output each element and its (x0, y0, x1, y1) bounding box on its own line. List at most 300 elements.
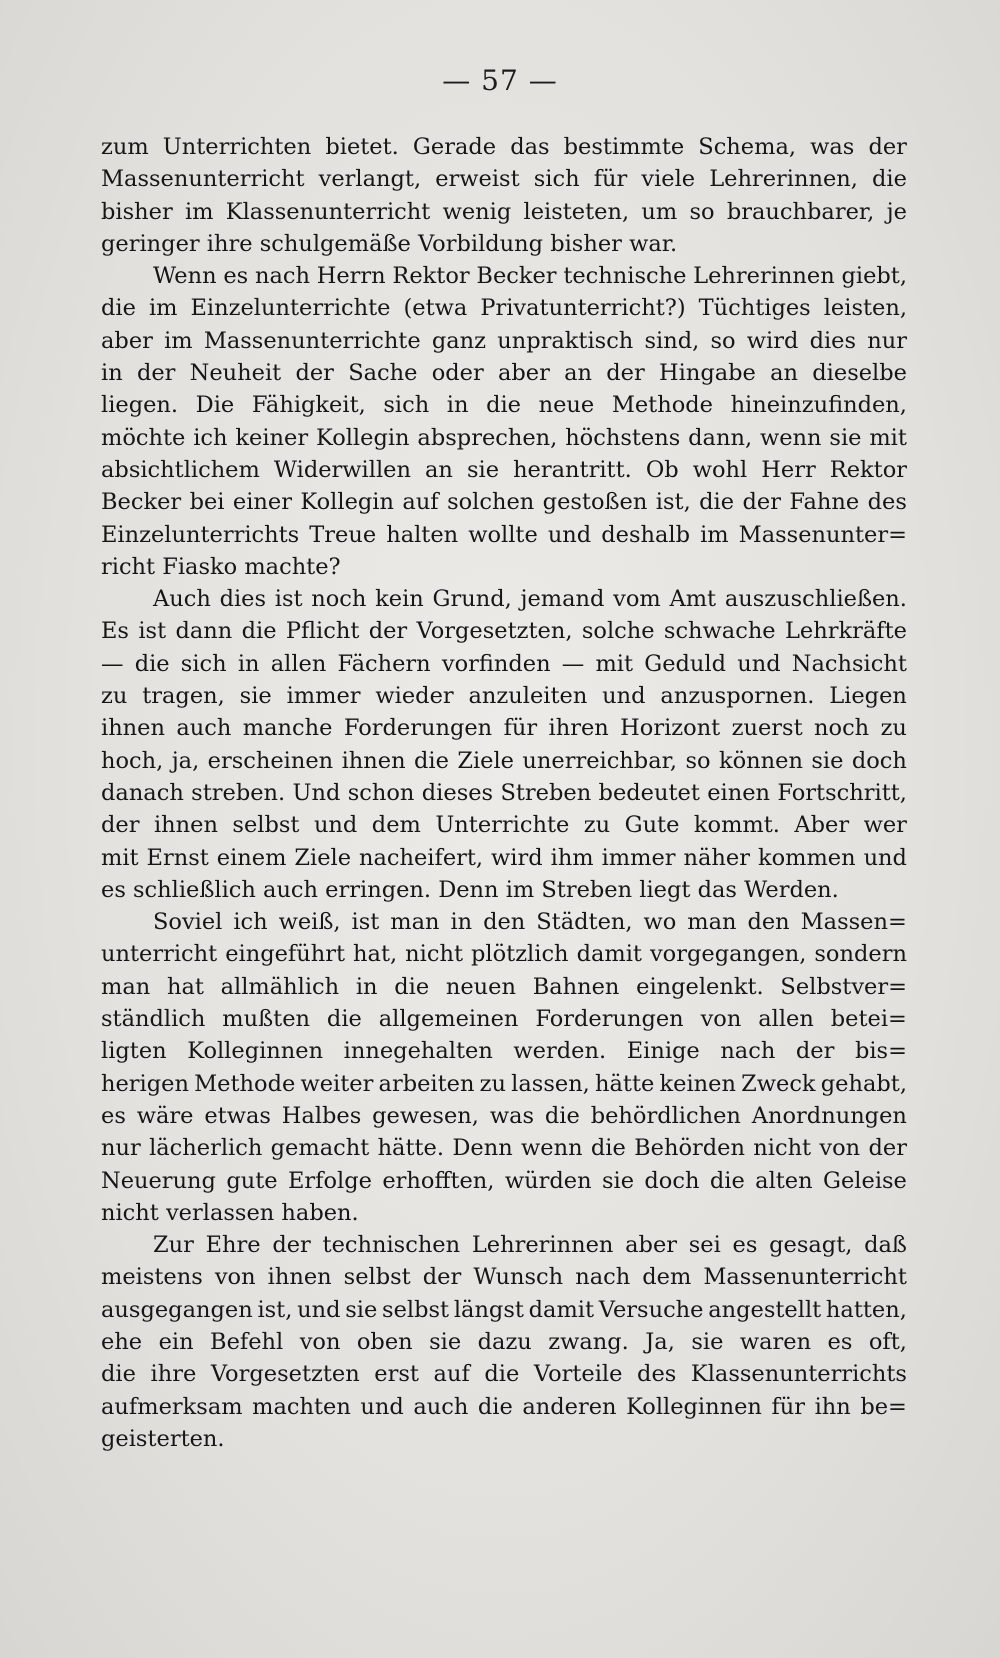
text-line (101, 1068, 907, 1100)
word: ausgegangen (101, 1296, 253, 1323)
word: wer (863, 812, 907, 839)
word: für (771, 1393, 806, 1420)
word: ihnen (267, 1264, 332, 1291)
word: Geduld (644, 650, 727, 677)
word: selbst (232, 812, 300, 839)
word: Fächern (337, 650, 431, 677)
word: von (700, 1006, 742, 1033)
word: Becker (101, 489, 182, 516)
word: schon (347, 779, 415, 806)
text-line (101, 260, 907, 292)
word: von (214, 1264, 256, 1291)
word: Bahnen (532, 973, 620, 1000)
word: halten (386, 521, 459, 548)
word: Kolleginnen (187, 1038, 324, 1065)
word: leisteten, (523, 198, 630, 225)
word: Unterrichte (435, 812, 570, 839)
word: zu (101, 683, 128, 710)
word: in (237, 650, 260, 677)
word: Privatunterricht?) (480, 295, 686, 322)
word: Lehrkräfte (784, 618, 907, 645)
text-line (101, 1358, 907, 1390)
word: streben. (191, 779, 286, 806)
word: einem (216, 844, 287, 871)
word: die (241, 618, 277, 645)
word: den (747, 909, 790, 936)
word: dieses (421, 779, 494, 806)
word: allgemeinen (378, 1006, 519, 1033)
word: bei (189, 489, 225, 516)
word: aufmerksam (101, 1393, 243, 1420)
word: können (718, 747, 803, 774)
text-line (101, 648, 907, 680)
word: werden. (513, 1038, 607, 1065)
paragraph (101, 131, 907, 260)
word: Herrn (316, 263, 386, 290)
word: es (732, 1232, 758, 1259)
word: ihnen (101, 715, 165, 742)
word: man (687, 909, 737, 936)
word: Denn (452, 1135, 513, 1162)
word: im (164, 327, 193, 354)
word: Lehrerinnen (693, 263, 835, 290)
word: ihn (814, 1393, 851, 1420)
word: Massenunter= (738, 521, 907, 548)
word: immer (286, 683, 361, 710)
word: gewesen, (372, 1102, 479, 1129)
word: die (101, 295, 136, 322)
word: anzuspornen. (660, 683, 815, 710)
word: hätte. (377, 1135, 445, 1162)
word: bedeutet (598, 779, 700, 806)
word: mit (101, 844, 139, 871)
word: Schema, (698, 134, 797, 160)
word: solche (581, 618, 655, 645)
word: ich (193, 424, 228, 451)
text-line (101, 971, 907, 1003)
word: auf (402, 489, 439, 516)
word: ihren (548, 715, 609, 742)
text-line (101, 1261, 907, 1293)
word: Rektor (829, 456, 907, 483)
word: sie (811, 747, 844, 774)
word: wäre (136, 1102, 194, 1129)
word: auch (176, 715, 232, 742)
word: anzuleiten (468, 683, 588, 710)
word: und (360, 1393, 404, 1420)
word: der (868, 134, 907, 160)
word: um (641, 198, 678, 225)
word: in (355, 973, 378, 1000)
word: deshalb (601, 521, 691, 548)
word: im (184, 198, 214, 225)
word: plötzlich (471, 941, 569, 968)
word: ligten (101, 1038, 167, 1065)
word: hat, (353, 941, 398, 968)
word: und (863, 844, 907, 871)
text-line (101, 357, 907, 389)
word: Geleise (823, 1167, 907, 1194)
word: Treue (309, 521, 377, 548)
text-line: es schließlich auch erringen. Denn im Streben liegt das Werden. (101, 876, 839, 903)
text-line (101, 1229, 907, 1261)
word: herantritt. (513, 456, 632, 483)
word: im (700, 521, 729, 548)
word: ist (138, 618, 167, 645)
word: mit (869, 424, 907, 451)
word: machten (252, 1393, 351, 1420)
word: an (770, 360, 799, 387)
word: Wenn (153, 263, 217, 290)
word: ständlich (101, 1006, 206, 1033)
word: Wunsch (473, 1264, 564, 1291)
word: bisher (101, 198, 173, 225)
word: oben (356, 1328, 413, 1355)
word: — (561, 650, 585, 677)
word: die (134, 650, 170, 677)
word: Vorgesetzten (210, 1361, 360, 1388)
text-line: geisterten. (101, 1425, 225, 1452)
text-line (101, 1294, 907, 1326)
text-line (101, 486, 907, 518)
text-line (101, 809, 907, 841)
word: anderen (522, 1393, 617, 1420)
word: Rektor (392, 263, 470, 290)
word: dies (219, 586, 267, 613)
word: man (390, 909, 440, 936)
word: ihm (550, 844, 594, 871)
word: Liegen (829, 683, 907, 710)
word: dazu (477, 1328, 532, 1355)
word: unterricht (101, 941, 218, 968)
word: selbst (343, 1264, 411, 1291)
word: jemand (520, 586, 605, 613)
word: zu (880, 715, 907, 742)
word: behördlichen (590, 1102, 741, 1129)
text-line: richt Fiasko machte? (101, 553, 341, 580)
text-line (101, 422, 907, 454)
word: arbeiten (378, 1070, 475, 1097)
text-line (101, 777, 907, 809)
word: sondern (814, 941, 907, 968)
word: alten (755, 1167, 813, 1194)
word: eingelenkt. (636, 973, 764, 1000)
word: erst (374, 1361, 419, 1388)
word: absichtlichem (101, 456, 260, 483)
word: hatten, (825, 1296, 907, 1323)
word: und (313, 812, 358, 839)
word: Lehrerinnen (471, 1232, 614, 1259)
word: keiner (235, 424, 309, 451)
word: zu (583, 812, 611, 839)
word: Neuheit (189, 360, 282, 387)
word: ist, (655, 489, 691, 516)
word: wollte (468, 521, 538, 548)
word: an (564, 360, 593, 387)
word: Pflicht (285, 618, 360, 645)
word: für (503, 715, 538, 742)
word: lächerlich (149, 1135, 263, 1162)
word: vorgegangen, (649, 941, 807, 968)
word: für (593, 166, 628, 193)
word: möchte (101, 424, 186, 451)
word: sie (466, 456, 500, 483)
word: und (602, 683, 646, 710)
word: die (590, 1135, 626, 1162)
word: höchstens (565, 424, 681, 451)
word: nicht (405, 941, 463, 968)
word: allen (758, 1006, 814, 1033)
word: würden (504, 1167, 592, 1194)
word: ist (351, 909, 380, 936)
word: eingeführt (225, 941, 346, 968)
word: es (223, 263, 249, 290)
word: des (637, 1361, 677, 1388)
word: die (477, 1393, 513, 1420)
word: bis= (854, 1038, 907, 1065)
word: der (272, 1232, 311, 1259)
word: Behörden (634, 1135, 745, 1162)
word: der (742, 489, 781, 516)
word: erweist (435, 166, 520, 193)
paragraph (101, 260, 907, 583)
word: sie (239, 683, 272, 710)
word: ich (233, 909, 268, 936)
text-line (101, 938, 907, 970)
word: den (483, 909, 526, 936)
word: Methode (611, 392, 713, 419)
word: keinen (659, 1070, 736, 1097)
text-line (101, 292, 907, 324)
word: Vorteile (533, 1361, 623, 1388)
word: dann (175, 618, 233, 645)
word: Kollegin (300, 489, 394, 516)
word: vorfinden (441, 650, 551, 677)
word: solchen (447, 489, 535, 516)
word: kommen (757, 844, 856, 871)
text-line (101, 1391, 907, 1423)
word: Städten, (536, 909, 633, 936)
word: ein (158, 1328, 194, 1355)
word: die (394, 973, 430, 1000)
word: waren (739, 1328, 812, 1355)
word: gemacht (270, 1135, 370, 1162)
word: Klassenunterrichts (690, 1361, 907, 1388)
word: meistens (101, 1264, 203, 1291)
text-line (101, 1035, 907, 1067)
word: sie (829, 424, 862, 451)
word: dann, (688, 424, 753, 451)
word: die (484, 1361, 520, 1388)
word: brauchbarer, (726, 198, 875, 225)
word: das (510, 134, 550, 160)
word: ist (274, 586, 303, 613)
word: Widerwillen (273, 456, 411, 483)
word: auf (433, 1361, 470, 1388)
word: in (450, 909, 473, 936)
word: unerreichbar, (522, 747, 678, 774)
word: ihre (150, 1361, 197, 1388)
text-line (101, 1003, 907, 1035)
page-number: — 57 — (442, 64, 558, 97)
word: ganz (431, 327, 487, 354)
word: kommt. (693, 812, 780, 839)
word: gesagt, (769, 1232, 853, 1259)
word: neuen (445, 973, 516, 1000)
word: die (544, 1102, 580, 1129)
word: einer (232, 489, 292, 516)
word: Hingabe (659, 360, 756, 387)
word: nicht (753, 1135, 812, 1162)
word: auszuschließen. (724, 586, 907, 613)
word: des (867, 489, 907, 516)
word: sich (533, 166, 580, 193)
paragraph (101, 906, 907, 1229)
word: vom (613, 586, 661, 613)
word: zu (479, 1070, 506, 1097)
word: wenn (759, 424, 822, 451)
text-line (101, 583, 907, 615)
word: Erfolge (288, 1167, 372, 1194)
word: Forderungen (343, 715, 493, 742)
word: sich (383, 392, 430, 419)
word: doch (644, 1167, 700, 1194)
word: Forderungen (535, 1006, 684, 1033)
word: es (827, 1328, 853, 1355)
word: Zur (153, 1232, 194, 1259)
word: so (710, 327, 736, 354)
word: nach (254, 263, 310, 290)
word: Nachsicht (791, 650, 907, 677)
word: Amt (669, 586, 717, 613)
text-line (101, 1165, 907, 1197)
word: und (547, 521, 592, 548)
word: die (872, 166, 907, 193)
word: selbst (382, 1296, 450, 1323)
word: noch (311, 586, 367, 613)
word: der (795, 1038, 835, 1065)
text-line (101, 196, 907, 228)
body-text (101, 131, 907, 1455)
word: Massenunterrichte (203, 327, 421, 354)
word: Gerade (412, 134, 497, 160)
word: wenig (442, 198, 512, 225)
word: damit (528, 1296, 595, 1323)
word: nacheifert, (358, 844, 484, 871)
word: bestimmte (563, 134, 685, 160)
word: Ziele (457, 747, 514, 774)
word: Sache (348, 360, 418, 387)
word: Becker (476, 263, 557, 290)
word: hätte (595, 1070, 655, 1097)
word: Selbstver= (780, 973, 907, 1000)
word: die (699, 489, 735, 516)
word: so (685, 747, 711, 774)
text-line: geringer ihre schulgemäße Vorbildung bisher war. (101, 230, 678, 257)
word: noch (814, 715, 870, 742)
word: ehe (101, 1328, 143, 1355)
word: dieselbe (812, 360, 907, 387)
word: kein (375, 586, 424, 613)
word: be= (860, 1393, 907, 1420)
word: Aber (794, 812, 850, 839)
word: erscheinen (207, 747, 334, 774)
word: danach (101, 779, 184, 806)
word: Ehre (205, 1232, 261, 1259)
word: weiter (300, 1070, 374, 1097)
word: an (425, 456, 453, 483)
word: die (326, 1006, 362, 1033)
word: die (413, 747, 449, 774)
word: oder (431, 360, 484, 387)
word: dem (642, 1264, 692, 1291)
word: nur (101, 1135, 141, 1162)
text-line (101, 454, 907, 486)
word: — (101, 650, 124, 677)
word: der (101, 812, 140, 839)
word: der (136, 360, 176, 387)
word: etwas (204, 1102, 271, 1129)
word: Zweck (741, 1070, 816, 1097)
word: technischen (322, 1232, 461, 1259)
word: schwache (663, 618, 776, 645)
word: aber (625, 1232, 678, 1259)
word: Befehl (210, 1328, 284, 1355)
word: wenn (521, 1135, 583, 1162)
word: Fähigkeit, (251, 392, 366, 419)
word: die (709, 1167, 745, 1194)
word: Gute (624, 812, 680, 839)
text-line (101, 519, 907, 551)
word: der (295, 360, 334, 387)
word: Massenunterricht (101, 166, 305, 193)
word: sind, (644, 327, 700, 354)
word: unpraktisch (497, 327, 634, 354)
word: Vorgesetzten, (416, 618, 573, 645)
word: Ob (645, 456, 679, 483)
word: sie (429, 1328, 462, 1355)
text-line (101, 325, 907, 357)
word: von (819, 1135, 861, 1162)
word: herigen (101, 1070, 189, 1097)
word: Massenunterricht (703, 1264, 907, 1291)
word: sich (180, 650, 227, 677)
word: daß (864, 1232, 907, 1259)
text-line (101, 163, 907, 195)
word: die (486, 392, 521, 419)
word: und (297, 1296, 341, 1323)
word: dem (371, 812, 421, 839)
word: sie (601, 1167, 635, 1194)
text-line (101, 389, 907, 421)
word: technische (563, 263, 687, 290)
word: es (101, 1102, 126, 1129)
word: (etwa (403, 295, 468, 322)
word: wird (491, 844, 543, 871)
word: Anordnungen (751, 1102, 907, 1129)
word: zum (101, 134, 149, 160)
word: manche (242, 715, 333, 742)
word: erhofften, (382, 1167, 495, 1194)
word: aber (101, 327, 153, 354)
word: allmählich (220, 973, 340, 1000)
word: Herr (761, 456, 816, 483)
word: Grund, (432, 586, 512, 613)
word: gehabt, (820, 1070, 907, 1097)
word: Auch (153, 586, 211, 613)
word: innegehalten (343, 1038, 493, 1065)
word: liegen. (101, 392, 179, 419)
